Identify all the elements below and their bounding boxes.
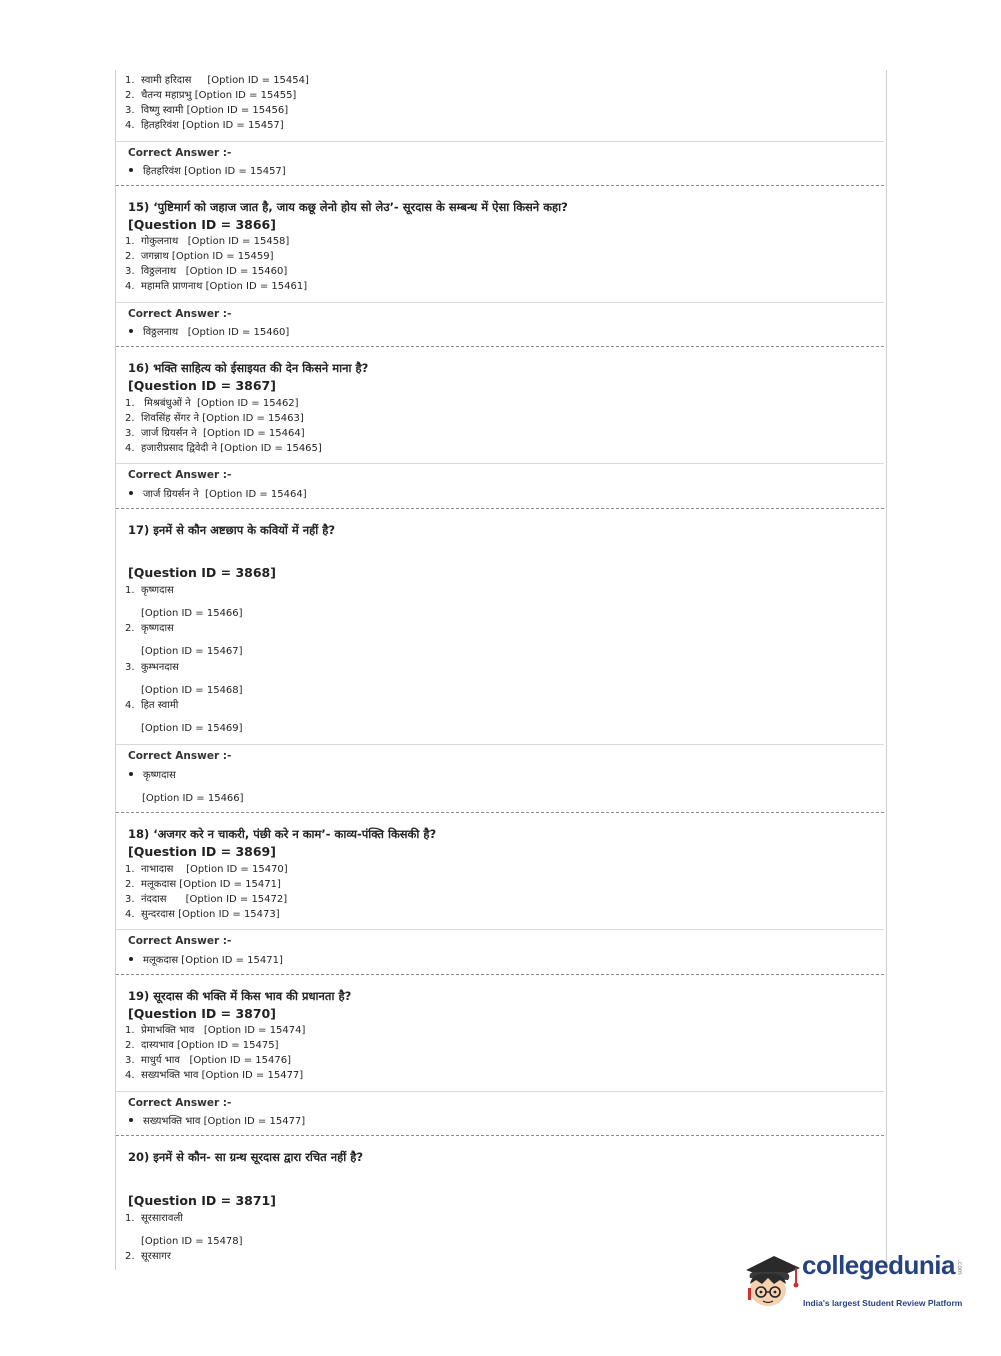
question-title: 19) सूरदास की भक्ति में किस भाव की प्रधानता है? [128, 989, 352, 1003]
divider [116, 744, 884, 745]
question-title: 16) भक्ति साहित्य को ईसाइयत की देन किसने माना है? [128, 361, 369, 375]
option-row: 4. हजारीप्रसाद द्विवेदी ने [Option ID = 15465] [125, 443, 322, 454]
option-id: [Option ID = 15469] [141, 723, 243, 734]
divider [116, 463, 884, 464]
option-row: 3. विठ्ठलनाथ [Option ID = 15460] [125, 266, 288, 277]
correct-answer-label: Correct Answer :- [128, 935, 232, 947]
divider [116, 302, 884, 303]
question-title: 18) ‘अजगर करे न चाकरी, पंछी करे न काम’- काव्य-पंक्ति किसकी है? [128, 827, 437, 841]
option-row: 1. स्वामी हरिदास [Option ID = 15454] [125, 75, 309, 86]
option-row: 2. चैतन्य महाप्रभु [Option ID = 15455] [125, 90, 297, 101]
brand-name: collegedunia [802, 1250, 955, 1280]
divider [116, 1091, 884, 1092]
option-row: 1. प्रेमाभक्ति भाव [Option ID = 15474] [125, 1025, 306, 1036]
correct-answer: विठ्ठलनाथ [Option ID = 15460] [128, 325, 289, 340]
divider [116, 929, 884, 930]
option-row: 4. सख्यभक्ति भाव [Option ID = 15477] [125, 1070, 304, 1081]
question-title: 20) इनमें से कौन- सा ग्रन्थ सूरदास द्वारा रचित नहीं है? [128, 1150, 363, 1164]
option-row: 3. जार्ज ग्रियर्सन ने [Option ID = 15464] [125, 428, 305, 439]
question-separator [116, 508, 884, 509]
bullet-icon [129, 168, 133, 172]
question-separator [116, 1135, 884, 1136]
correct-answer-label: Correct Answer :- [128, 1097, 232, 1109]
question-id: [Question ID = 3871] [128, 1193, 276, 1208]
correct-answer-label: Correct Answer :- [128, 308, 232, 320]
question-id: [Question ID = 3866] [128, 217, 276, 232]
correct-answer: मलूकदास [Option ID = 15471] [128, 953, 283, 968]
option-row: 4. हित स्वामी [125, 700, 179, 711]
option-row: 3. नंददास [Option ID = 15472] [125, 894, 288, 905]
option-id: [Option ID = 15478] [141, 1236, 243, 1247]
option-row: 4. सुन्दरदास [Option ID = 15473] [125, 909, 280, 920]
question-separator [116, 185, 884, 186]
option-row: 2. कृष्णदास [125, 623, 174, 634]
option-row: 1. सूरसारावली [125, 1213, 183, 1224]
correct-answer: जार्ज ग्रियर्सन ने [Option ID = 15464] [128, 487, 307, 502]
option-row: 2. जगन्नाथ [Option ID = 15459] [125, 251, 274, 262]
correct-answer-label: Correct Answer :- [128, 147, 232, 159]
brand-tagline: India's largest Student Review Platform [803, 1298, 963, 1308]
correct-answer-label: Correct Answer :- [128, 469, 232, 481]
option-row: 1. गोकुलनाथ [Option ID = 15458] [125, 236, 290, 247]
correct-answer-id: [Option ID = 15466] [142, 793, 244, 804]
option-row: 2. दास्यभाव [Option ID = 15475] [125, 1040, 279, 1051]
option-id: [Option ID = 15466] [141, 608, 243, 619]
brand-dotcom: .com [956, 1260, 963, 1275]
question-id: [Question ID = 3868] [128, 565, 276, 580]
question-separator [116, 812, 884, 813]
option-row: 1. नाभादास [Option ID = 15470] [125, 864, 288, 875]
bullet-icon [129, 491, 133, 495]
question-id: [Question ID = 3867] [128, 378, 276, 393]
bullet-icon [129, 329, 133, 333]
collegedunia-logo[interactable] [740, 1248, 970, 1310]
option-id: [Option ID = 15468] [141, 685, 243, 696]
bullet-icon [129, 1118, 133, 1122]
correct-answer-label: Correct Answer :- [128, 750, 232, 762]
option-id: [Option ID = 15467] [141, 646, 243, 657]
option-row: 2. शिवसिंह सेंगर ने [Option ID = 15463] [125, 413, 304, 424]
option-row: 2. मलूकदास [Option ID = 15471] [125, 879, 281, 890]
option-row: 4. महामति प्राणनाथ [Option ID = 15461] [125, 281, 308, 292]
correct-answer: हितहरिवंश [Option ID = 15457] [128, 164, 286, 179]
option-row: 3. विष्णु स्वामी [Option ID = 15456] [125, 105, 289, 116]
option-row: 1. मिश्रबंधुओं ने [Option ID = 15462] [125, 398, 299, 409]
option-row: 1. कृष्णदास [125, 585, 174, 596]
mascot-icon [740, 1248, 802, 1310]
bullet-icon [129, 957, 133, 961]
correct-answer: सख्यभक्ति भाव [Option ID = 15477] [128, 1114, 305, 1129]
question-title: 17) इनमें से कौन अष्टछाप के कवियों में नहीं है? [128, 523, 336, 537]
question-title: 15) ‘पुष्टिमार्ग को जहाज जात है, जाय कछू लेनो होय सो लेउ’- सूरदास के सम्बन्ध में ऐसा किसने कहा? [128, 200, 568, 214]
question-separator [116, 974, 884, 975]
option-row: 3. माधुर्य भाव [Option ID = 15476] [125, 1055, 291, 1066]
option-row: 3. कुम्भनदास [125, 662, 179, 673]
divider [116, 141, 884, 142]
question-separator [116, 346, 884, 347]
option-row: 2. सूरसागर [125, 1251, 171, 1262]
question-id: [Question ID = 3870] [128, 1006, 276, 1021]
question-id: [Question ID = 3869] [128, 844, 276, 859]
bullet-icon [129, 772, 133, 776]
correct-answer: कृष्णदास [128, 768, 176, 783]
option-row: 4. हितहरिवंश [Option ID = 15457] [125, 120, 284, 131]
